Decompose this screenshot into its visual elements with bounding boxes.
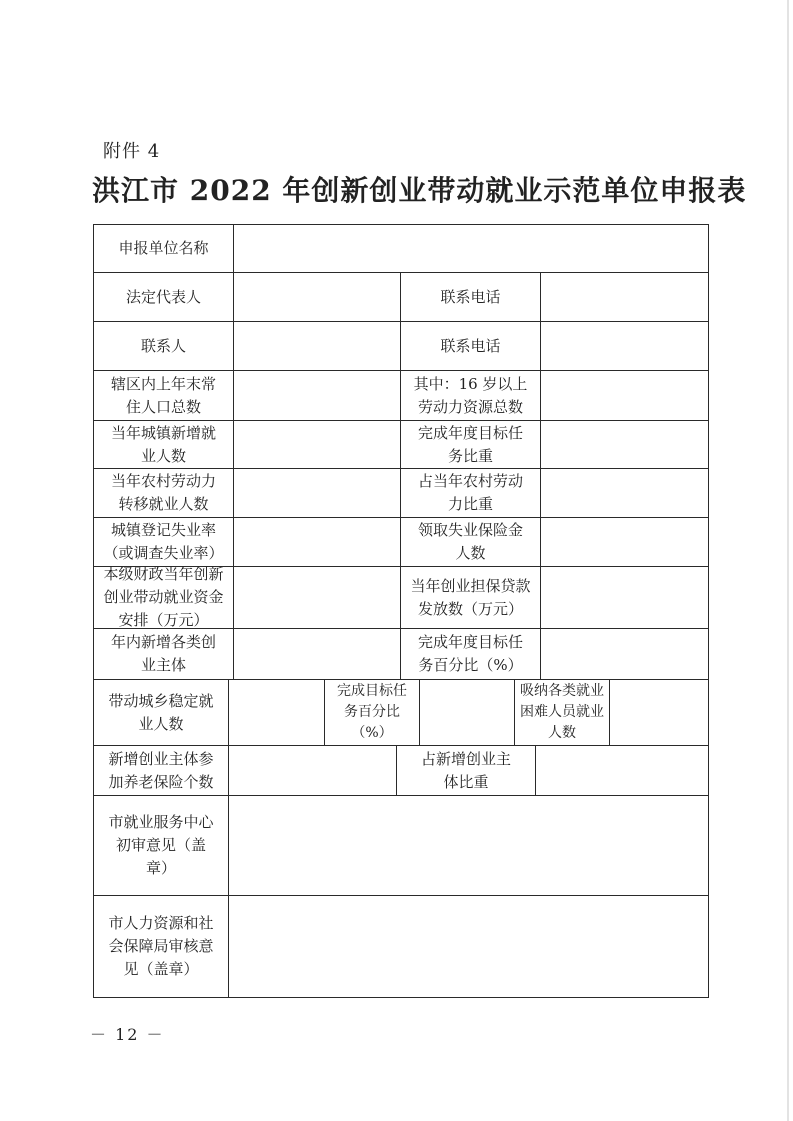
label-pension-count: 新增创业主体参加养老保险个数: [108, 749, 214, 791]
target-percent-field[interactable]: [541, 629, 708, 679]
contact-person-field[interactable]: [234, 322, 400, 370]
page-number: － 12 －: [90, 1025, 165, 1044]
label-population: 辖区内上年末常住人口总数: [110, 374, 216, 416]
label-labor-pool: 其中：16 岁以上劳动力资源总数: [413, 374, 528, 416]
label-pension-ratio: 占新增创业主体比重: [420, 749, 511, 791]
label-target-ratio: 完成年度目标任务比重: [417, 423, 523, 465]
rural-ratio-field[interactable]: [541, 469, 708, 517]
label-legal-representative: 法定代表人: [125, 287, 201, 306]
hard-to-employ-field[interactable]: [610, 680, 708, 745]
insurance-recipients-field[interactable]: [541, 518, 708, 566]
legal-representative-field[interactable]: [234, 273, 400, 321]
attachment-label: 附件 4: [103, 141, 161, 162]
label-phone-1: 联系电话: [440, 287, 501, 306]
label-guarantee-loans: 当年创业担保贷款发放数（万元）: [410, 576, 531, 618]
fiscal-funding-field[interactable]: [234, 567, 400, 628]
phone-2-field[interactable]: [541, 322, 708, 370]
population-field[interactable]: [234, 371, 400, 420]
label-new-urban-jobs: 当年城镇新增就业人数: [110, 423, 216, 465]
label-contact-person: 联系人: [140, 336, 186, 355]
label-phone-2: 联系电话: [440, 336, 501, 355]
hr-bureau-opinion-area[interactable]: [229, 896, 708, 997]
label-insurance-recipients: 领取失业保险金人数: [417, 521, 523, 562]
guarantee-loans-field[interactable]: [541, 567, 708, 628]
pension-count-field[interactable]: [229, 746, 396, 795]
unit-name-field[interactable]: [234, 225, 708, 272]
unemployment-rate-field[interactable]: [234, 518, 400, 566]
table-border-bottom: [93, 997, 709, 998]
target-ratio-field[interactable]: [541, 421, 708, 468]
target-percent-short-field[interactable]: [420, 680, 514, 745]
label-hard-to-employ: 吸纳各类就业困难人员就业人数: [520, 683, 604, 741]
label-hr-bureau-opinion: 市人力资源和社会保障局审核意见（盖章）: [108, 914, 214, 978]
page-title: 洪江市 2022 年创新创业带动就业示范单位申报表: [92, 174, 747, 207]
label-target-percent-short: 完成目标任务百分比（%）: [337, 683, 407, 741]
rural-transfer-field[interactable]: [234, 469, 400, 517]
label-target-percent: 完成年度目标任务百分比（%）: [417, 633, 523, 674]
label-fiscal-funding: 本级财政当年创新创业带动就业资金安排（万元）: [103, 565, 224, 629]
table-border-right: [708, 224, 709, 997]
label-new-entities: 年内新增各类创业主体: [110, 633, 216, 674]
phone-1-field[interactable]: [541, 273, 708, 321]
employment-center-opinion-area[interactable]: [229, 796, 708, 895]
label-employment-center-opinion: 市就业服务中心初审意见（盖章）: [108, 813, 214, 877]
labor-pool-field[interactable]: [541, 371, 708, 420]
new-entities-field[interactable]: [234, 629, 400, 679]
label-rural-transfer: 当年农村劳动力转移就业人数: [110, 472, 216, 513]
label-unemployment-rate: 城镇登记失业率（或调查失业率）: [103, 521, 224, 562]
label-stable-jobs: 带动城乡稳定就业人数: [108, 691, 214, 733]
stable-jobs-field[interactable]: [229, 680, 324, 745]
pension-ratio-field[interactable]: [536, 746, 708, 795]
label-unit-name: 申报单位名称: [118, 239, 209, 257]
new-urban-jobs-field[interactable]: [234, 421, 400, 468]
label-rural-ratio: 占当年农村劳动力比重: [417, 472, 523, 513]
